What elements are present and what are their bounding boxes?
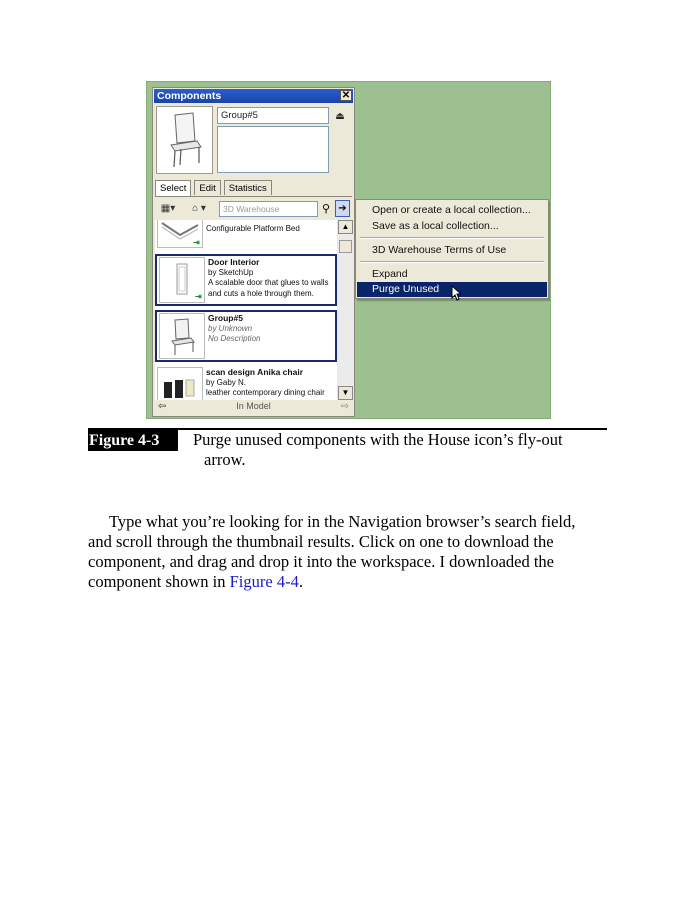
close-button[interactable]: ✕ <box>341 90 351 101</box>
component-name-input[interactable]: Group#5 <box>217 107 329 124</box>
component-list <box>155 220 337 400</box>
download-icon: ⇥ <box>193 238 200 247</box>
panel-titlebar <box>154 89 353 103</box>
menu-item-purge-unused[interactable]: Purge Unused <box>357 282 547 297</box>
item-title: Configurable Platform Bed <box>206 224 300 233</box>
menu-item-save-collection[interactable]: Save as a local collection... <box>372 220 499 232</box>
menu-separator <box>360 261 544 263</box>
figure-screenshot <box>146 81 551 419</box>
body-text: . <box>298 572 303 591</box>
figure-link[interactable]: Figure 4-4 <box>229 572 299 591</box>
component-description-field[interactable] <box>217 126 329 173</box>
item-description: and cuts a hole through them. <box>208 288 314 298</box>
search-input[interactable]: 3D Warehouse <box>219 201 318 217</box>
flyout-arrow-button[interactable]: ➔ <box>335 200 350 217</box>
item-description: No Description <box>208 334 261 343</box>
status-text: In Model <box>236 401 271 411</box>
list-item[interactable] <box>155 254 337 306</box>
display-toggle-icon[interactable]: ⏏ <box>335 111 345 122</box>
flyout-menu <box>355 199 549 299</box>
component-preview <box>156 106 213 174</box>
house-icon[interactable]: ⌂ ▾ <box>192 203 206 214</box>
tab-edit[interactable]: Edit <box>194 180 220 195</box>
item-author: by SketchUp <box>208 267 254 277</box>
panel-title: Components <box>157 90 222 102</box>
item-description: leather contemporary dining chair <box>206 388 325 397</box>
figure-caption <box>193 430 613 470</box>
menu-item-expand[interactable]: Expand <box>372 268 408 280</box>
scroll-down-icon[interactable]: ▼ <box>338 386 353 400</box>
scroll-up-icon[interactable]: ▲ <box>338 220 353 234</box>
figure-label: Figure 4-3 <box>88 430 178 451</box>
list-item[interactable] <box>155 220 337 250</box>
item-title: Door Interior <box>208 257 260 267</box>
body-line: and scroll through the thumbnail results. Click on one to download the <box>88 532 554 551</box>
back-arrow-icon[interactable]: ⇦ <box>158 401 167 412</box>
panel-tabs <box>155 180 275 196</box>
components-panel <box>152 87 355 417</box>
chair-icon <box>157 107 212 173</box>
tab-select[interactable]: Select <box>155 180 191 196</box>
status-bar <box>155 400 352 413</box>
body-paragraph <box>88 512 618 592</box>
item-author: by Gaby N. <box>206 377 247 387</box>
body-text: component shown in <box>88 572 230 591</box>
list-item[interactable] <box>155 366 337 400</box>
body-line: component, and drag and drop it into the workspace. I downloaded the <box>88 552 554 571</box>
menu-item-open-collection[interactable]: Open or create a local collection... <box>372 204 531 216</box>
menu-separator <box>360 237 544 239</box>
item-title: Group#5 <box>208 313 243 323</box>
scroll-thumb[interactable] <box>339 240 352 253</box>
chairs-thumbnail <box>157 367 203 400</box>
forward-arrow-icon[interactable]: ⇨ <box>340 401 349 412</box>
item-author: by Unknown <box>208 323 253 333</box>
tab-divider <box>155 196 352 197</box>
caption-line: Purge unused components with the House icon’s fly-out <box>193 430 563 449</box>
download-icon: ⇥ <box>195 292 202 301</box>
tab-statistics[interactable]: Statistics <box>224 180 272 195</box>
mouse-cursor-icon <box>451 285 461 301</box>
browser-toolbar <box>155 200 352 218</box>
body-line <box>88 572 618 592</box>
list-item[interactable] <box>155 310 337 362</box>
body-line: Type what you’re looking for in the Navigation browser’s search field, <box>109 512 576 531</box>
view-options-icon[interactable]: ▦▾ <box>160 203 176 214</box>
item-description: A scalable door that glues to walls <box>208 278 329 287</box>
menu-item-terms[interactable]: 3D Warehouse Terms of Use <box>372 244 507 256</box>
list-scrollbar[interactable] <box>338 220 353 400</box>
caption-line: arrow. <box>204 450 246 469</box>
search-icon[interactable]: ⚲ <box>321 203 331 215</box>
chair-thumbnail <box>159 313 205 359</box>
item-title: scan design Anika chair <box>206 367 303 377</box>
